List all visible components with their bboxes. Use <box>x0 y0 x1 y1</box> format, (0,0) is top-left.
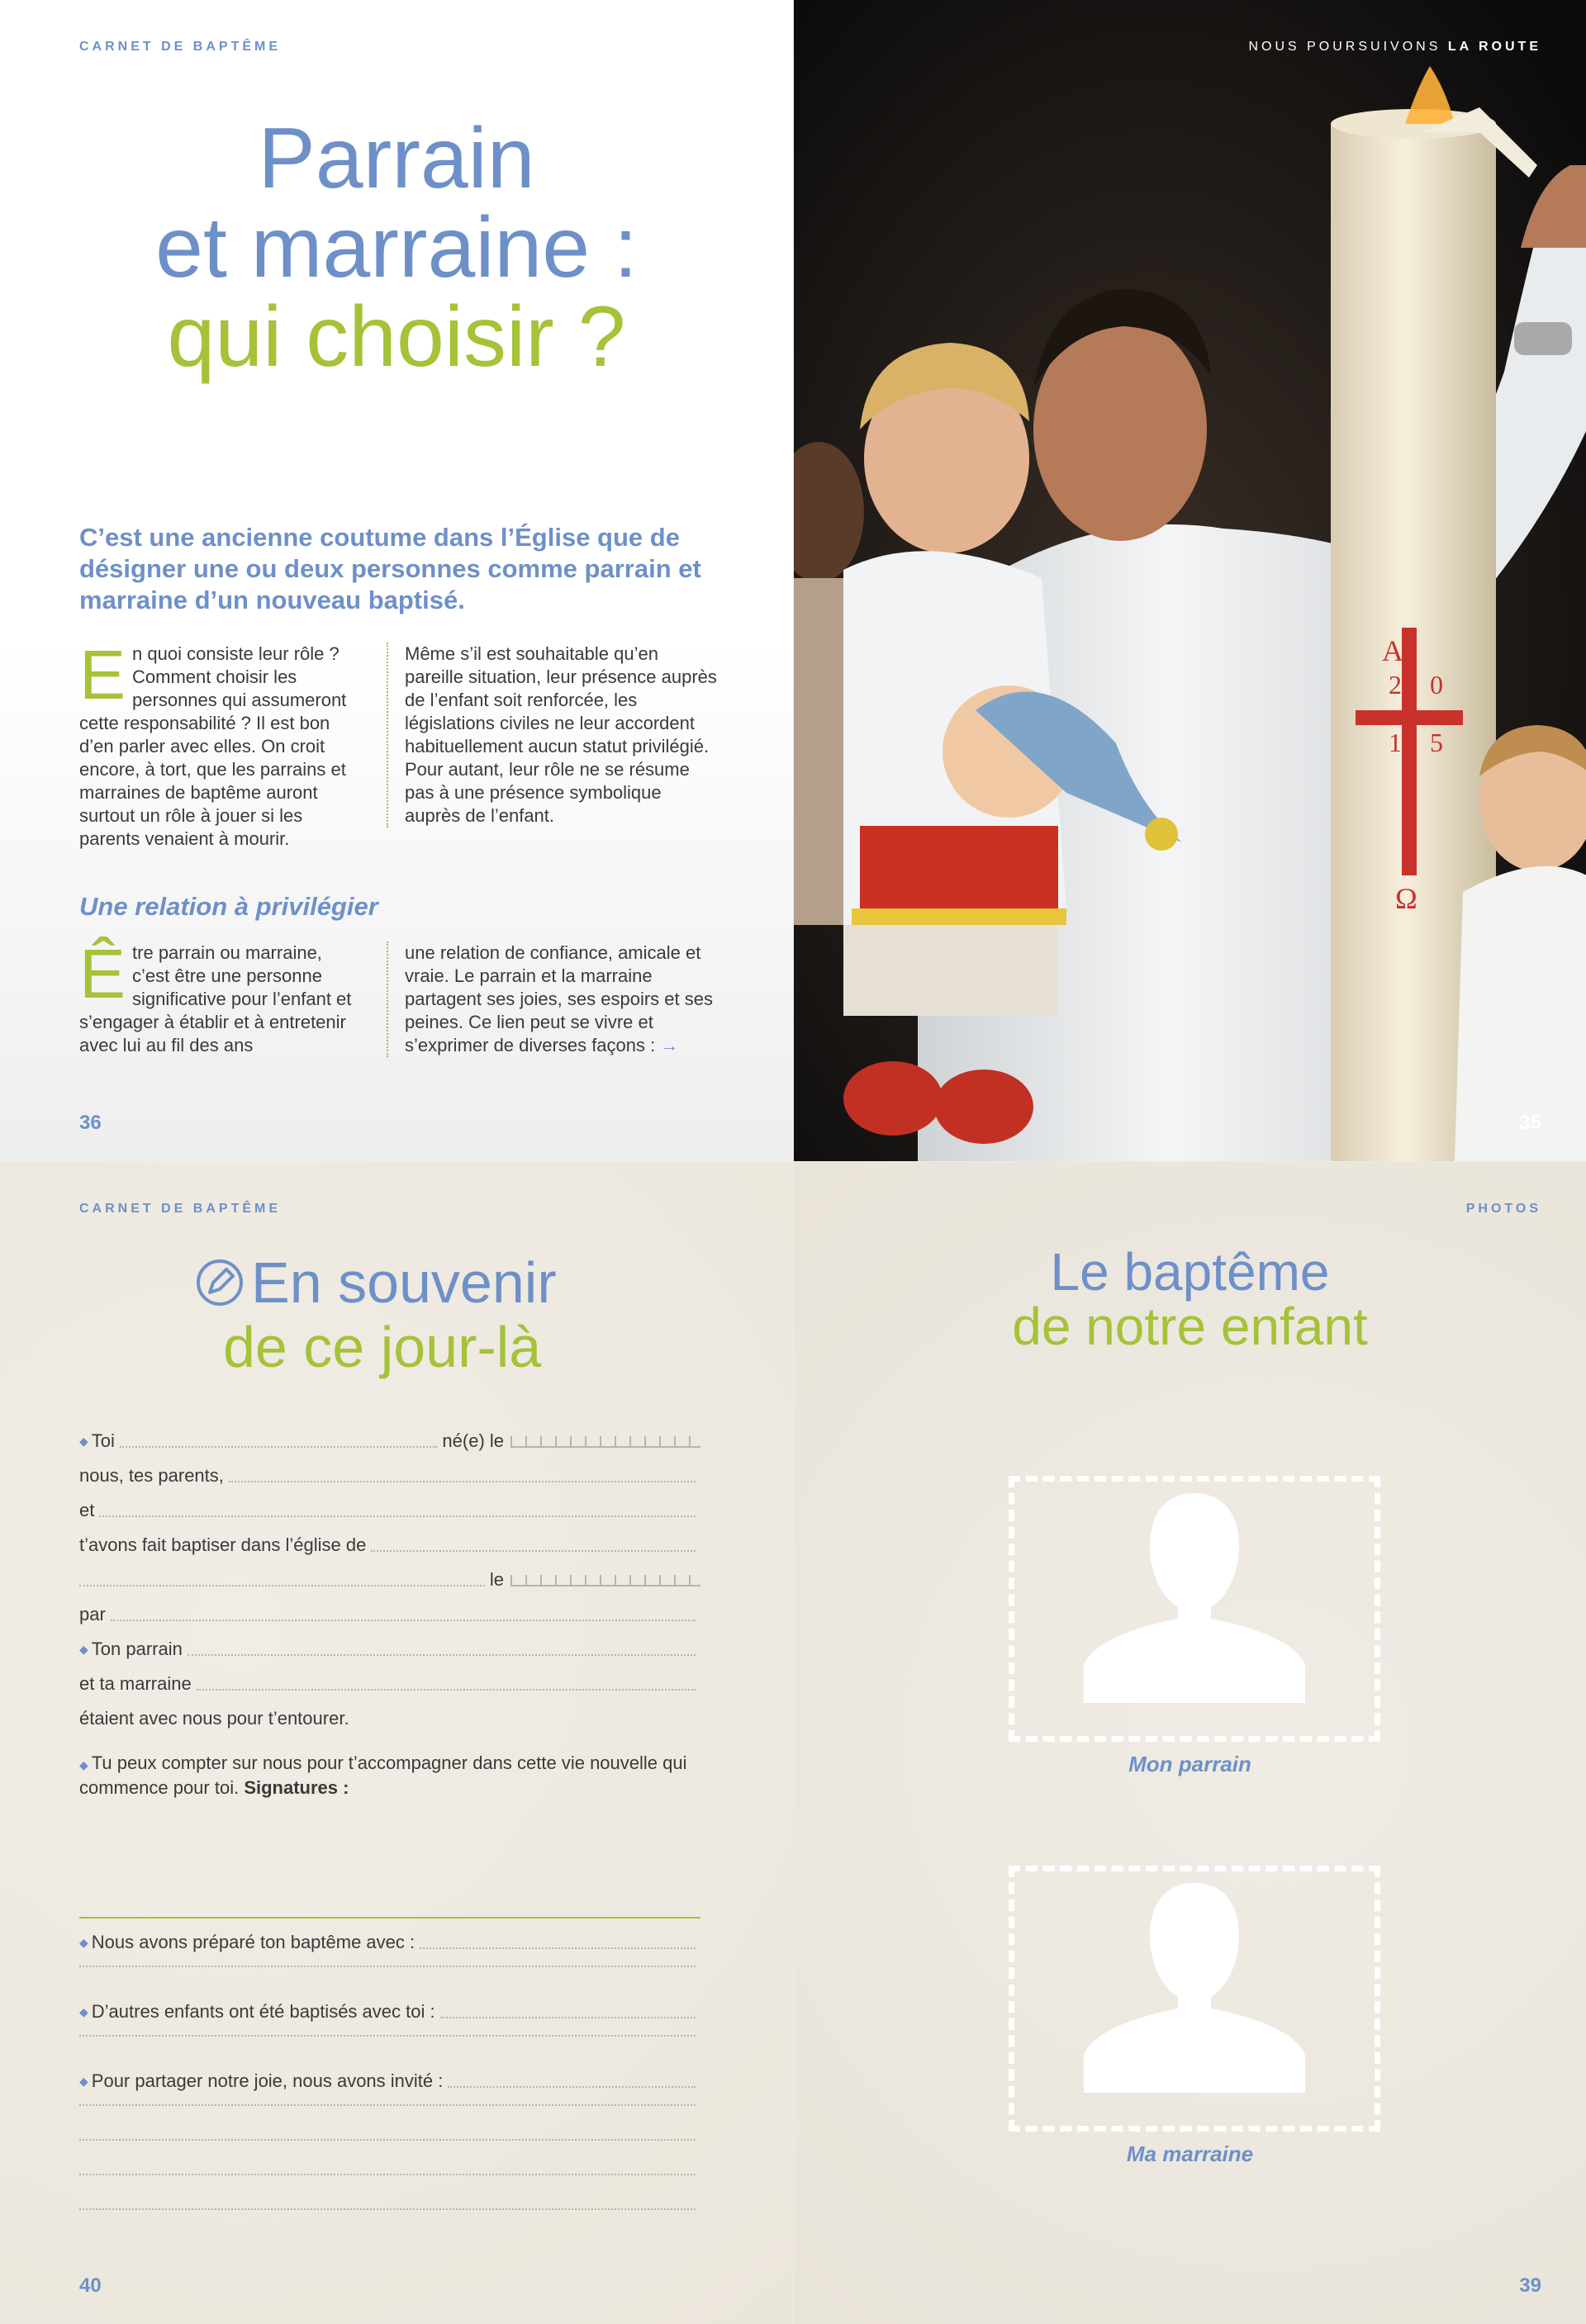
fill-in-field[interactable] <box>188 1653 696 1656</box>
title-line-3: qui choisir ? <box>167 289 626 385</box>
label: et <box>79 1500 95 1520</box>
doll-pompom <box>1145 818 1178 851</box>
page-number: 35 <box>1519 1112 1541 1134</box>
wristwatch <box>1514 322 1572 355</box>
bullet-icon: ◆ <box>79 1435 88 1448</box>
fill-in-field[interactable] <box>371 1549 696 1552</box>
running-head: CARNET DE BAPTÊME <box>79 40 282 54</box>
form-line-blank <box>79 2208 700 2216</box>
candle-letter: A <box>1382 634 1403 667</box>
form-line-toi <box>79 1429 700 1454</box>
fill-in-field[interactable] <box>229 1480 696 1482</box>
baptism-candle-photo <box>794 0 1586 1161</box>
running-head-part: NOUS POURSUIVONS <box>1248 40 1448 54</box>
signatures-label: Signatures : <box>244 1777 349 1798</box>
page-number: 40 <box>79 2274 102 2297</box>
drop-cap: E <box>79 636 126 714</box>
column-2: Même s’il est souhaitable qu’en pareille situation, leur présence auprès de l’enfant soit renforcée, les législations civiles ne leur accordent habituellement aucun statut privilégié. Pour autant, leur rôle ne se résume pas à une présence symbolique auprès de l’enfant. <box>387 643 719 828</box>
doll-red-shirt <box>860 826 1058 917</box>
label: D’autres enfants ont été baptisés avec toi : <box>91 2001 435 2022</box>
candle-letter: Ω <box>1395 882 1417 915</box>
page-35 <box>794 0 1586 1161</box>
form-line-blank <box>79 2034 700 2042</box>
column-1 <box>79 636 360 851</box>
column-3-text: tre parrain ou marraine, c’est être une personne significative pour l’enfant et s’engager à établir et à entretenir avec lui au fil des ans <box>79 942 352 1055</box>
pen-icon <box>195 1258 245 1307</box>
fill-in-field[interactable] <box>111 1619 696 1621</box>
fill-in-field[interactable] <box>197 1688 696 1691</box>
running-head-bold: LA ROUTE <box>1447 40 1541 54</box>
fill-in-field[interactable] <box>79 1965 696 1967</box>
fill-in-field[interactable] <box>99 1515 696 1517</box>
fill-in-field[interactable] <box>79 2034 696 2037</box>
form-line-blank <box>79 2173 700 2181</box>
fill-in-field[interactable] <box>79 2138 696 2141</box>
column-3 <box>79 935 360 1057</box>
form-line-par <box>79 1602 700 1627</box>
drop-cap: Ê <box>79 935 126 1013</box>
running-head: CARNET DE BAPTÊME <box>79 1202 282 1216</box>
fill-in-field[interactable] <box>79 2208 696 2210</box>
column-1-text: n quoi consiste leur rôle ? Comment choisir les personnes qui assumeront cette responsabilité ? Il est bon d’en parler avec elles. On croit encore, à tort, que les parrains et marraines de baptême auront surtout un rôle à jouer si les parents venaient à mourir. <box>79 643 347 849</box>
label: Pour partager notre joie, nous avons invité : <box>91 2070 444 2091</box>
doll-trousers <box>843 925 1058 1016</box>
form-line-partager <box>79 2069 700 2094</box>
column-4-text: une relation de confiance, amicale et vraie. Le parrain et la marraine partagent ses joies, ses espoirs et ses peines. Ce lien peut se vivre et s’exprimer de diverses façons : <box>405 942 713 1055</box>
label: par <box>79 1604 106 1624</box>
title-line-1: Parrain <box>258 111 535 206</box>
form-line-blank <box>79 2103 700 2112</box>
candle-letter: 0 <box>1430 670 1443 700</box>
label: et ta marraine <box>79 1673 192 1694</box>
title-line-1: Le baptême <box>1050 1242 1330 1302</box>
fill-in-field[interactable] <box>448 2085 696 2088</box>
person-silhouette-icon <box>1014 1482 1375 1736</box>
form-line-autres <box>79 1999 700 2024</box>
photo-frame-parrain[interactable] <box>1009 1476 1380 1742</box>
photo-frame-marraine[interactable] <box>1009 1866 1380 2132</box>
person-silhouette-icon <box>1014 1871 1375 2126</box>
doll-belt <box>852 908 1066 925</box>
label: Tu peux compter sur nous pour t’accompagner dans cette vie nouvelle qui commence pour toi. <box>79 1752 687 1798</box>
form-line-parrain <box>79 1637 700 1662</box>
label: Ton parrain <box>91 1639 183 1659</box>
fill-in-field[interactable] <box>120 1445 438 1448</box>
label: né(e) le <box>442 1430 504 1451</box>
date-field[interactable] <box>510 1436 700 1448</box>
form-line-eglise <box>79 1533 700 1558</box>
title-line-2: de notre enfant <box>1012 1297 1368 1356</box>
label: t’avons fait baptiser dans l’église de <box>79 1534 367 1555</box>
page-40 <box>0 1162 793 2324</box>
lead-paragraph: C’est une ancienne coutume dans l’Église que de désigner une ou deux personnes comme parrain et marraine d’un nouveau baptisé. <box>79 523 701 614</box>
column-4 <box>387 941 719 1057</box>
form-line-le <box>79 1568 700 1592</box>
candle-letter: 2 <box>1389 670 1402 700</box>
fill-in-field[interactable] <box>79 2103 696 2106</box>
running-head: PHOTOS <box>1465 1202 1541 1216</box>
bullet-icon: ◆ <box>79 1643 88 1656</box>
page-number: 36 <box>79 1112 102 1134</box>
divider <box>79 1917 700 1918</box>
subheading: Une relation à privilégier <box>79 892 378 921</box>
label: le <box>489 1569 504 1590</box>
label: Nous avons préparé ton baptême avec : <box>91 1932 415 1952</box>
fill-in-field[interactable] <box>440 2016 696 2018</box>
fill-in-field[interactable] <box>79 1584 485 1586</box>
signature-intro <box>79 1752 707 1800</box>
caption-parrain: Mon parrain <box>1128 1752 1251 1776</box>
doll-shoe <box>843 1061 943 1136</box>
bullet-icon: ◆ <box>79 1936 88 1949</box>
candle-letter: 5 <box>1430 728 1443 757</box>
continue-arrow-icon: → <box>660 1035 679 1055</box>
bullet-icon: ◆ <box>79 1758 88 1771</box>
doll-shoe <box>934 1070 1033 1144</box>
form-line-blank <box>79 1965 700 1973</box>
page-number: 39 <box>1519 2274 1541 2297</box>
page-36 <box>0 0 793 1161</box>
form-line-marraine <box>79 1672 700 1696</box>
caption-marraine: Ma marraine <box>1126 2141 1254 2166</box>
form-line-prepare <box>79 1930 700 1955</box>
title-line-2: de ce jour-là <box>223 1315 542 1379</box>
title-line-1 <box>195 1251 557 1314</box>
candle-letter: 1 <box>1389 728 1402 757</box>
fill-in-field[interactable] <box>79 2173 696 2175</box>
title-line-1-text: En souvenir <box>251 1250 557 1315</box>
candle-cross-stem <box>1402 628 1417 875</box>
form-line-et <box>79 1498 700 1523</box>
bullet-icon: ◆ <box>79 2075 88 2088</box>
title-line-2: et marraine : <box>155 200 638 296</box>
form-line-parents <box>79 1463 700 1488</box>
label: Toi <box>91 1430 115 1451</box>
label: nous, tes parents, <box>79 1465 224 1486</box>
label: étaient avec nous pour t’entourer. <box>79 1708 349 1729</box>
running-head <box>1248 40 1541 55</box>
page-39 <box>794 1162 1586 2324</box>
form-line-entourer <box>79 1706 700 1731</box>
date-field[interactable] <box>510 1575 700 1586</box>
fill-in-field[interactable] <box>420 1947 696 1949</box>
form-line-blank <box>79 2138 700 2146</box>
bullet-icon: ◆ <box>79 2005 88 2018</box>
